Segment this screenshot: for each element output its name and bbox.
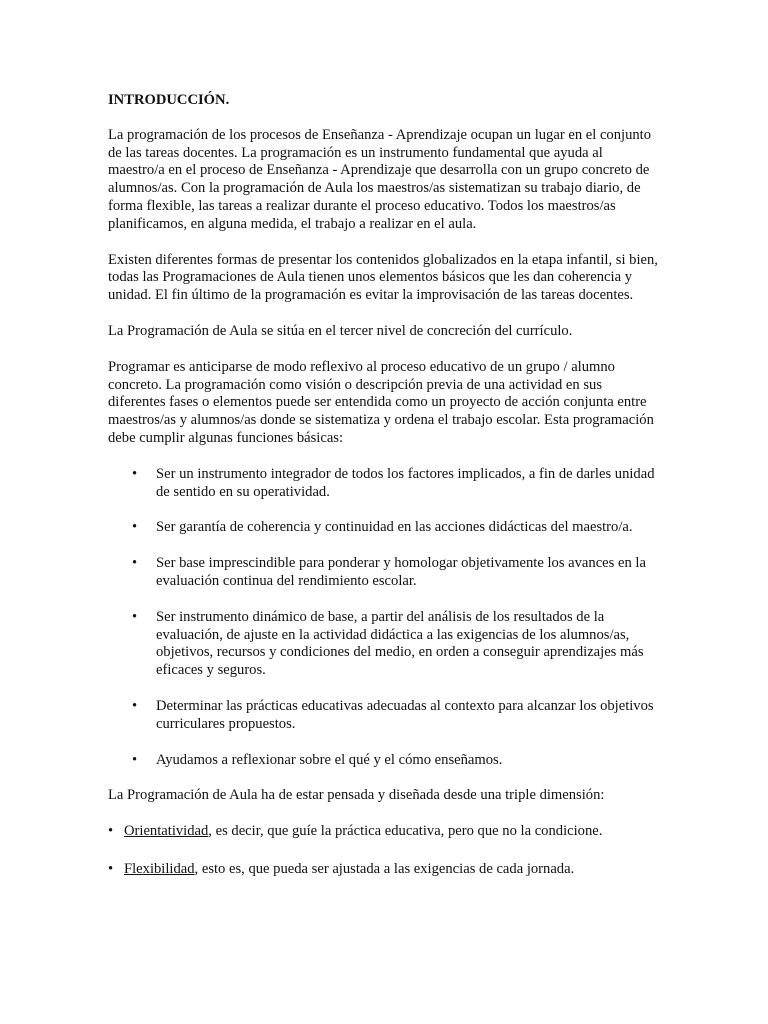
bullet-icon: • [132,608,138,625]
list-item-text: Ser un instrumento integrador de todos los factores implicados, a fin de darles unidad de sentido en su operatividad. [156,465,655,500]
list-item [108,752,660,770]
bullet-icon: • [132,465,138,482]
dimension-term: Flexibilidad [124,860,195,877]
list-item [108,698,660,734]
list-item [108,555,660,591]
bullet-icon: • [108,860,114,877]
bullet-icon: • [132,519,138,536]
intro-paragraph: La programación de los procesos de Enseñanza - Aprendizaje ocupan un lugar en el conjunto de las tareas docentes. La programación es un instrumento fundamental que ayuda al maestro/a en el proceso de Enseñanza - Aprendizaje que desarrolla con un grupo concreto de alumnos/as. Con la programación de Aula los maestros/as sistematizan su trabajo diario, de forma flexible, las tareas a realizar durante el proceso educativo. Todos los maestros/as planificamos, en alguna medida, el trabajo a realizar en el aula. [108,126,652,232]
dimension-intro-paragraph: La Programación de Aula ha de estar pensada y diseñada desde una triple dimensión: [108,787,605,804]
concretion-level-paragraph: La Programación de Aula se sitúa en el tercer nivel de concreción del currículo. [108,322,573,339]
list-item [108,519,660,537]
functions-list [108,466,660,770]
bullet-icon: • [132,751,138,768]
bullet-icon: • [132,555,138,572]
content-forms-paragraph: Existen diferentes formas de presentar los contenidos globalizados en la etapa infantil, si bien, todas las Programaciones de Aula tienen unos elementos básicos que les dan coherencia y unidad. El fin último de la programación es evitar la improvisación de las tareas docentes. [108,251,658,304]
list-item-text: Ayudamos a reflexionar sobre el qué y el cómo enseñamos. [156,751,503,768]
dimension-term: Orientatividad [124,823,209,840]
dimension-description: , esto es, que pueda ser ajustada a las exigencias de cada jornada. [194,860,575,877]
document-body [108,92,660,899]
dimension-item-flexibilidad [108,861,660,879]
bullet-icon: • [132,697,138,714]
list-item [108,466,660,502]
programming-definition-paragraph: Programar es anticiparse de modo reflexivo al proceso educativo de un grupo / alumno concreto. La programación como visión o descripción previa de una actividad en sus diferentes fases o elementos puede ser entendida como un proyecto de acción conjunta entre maestros/as y alumnos/as donde se sistematiza y ordena el trabajo escolar. Esta programación debe cumplir algunas funciones básicas: [108,358,654,446]
list-item-text: Ser instrumento dinámico de base, a partir del análisis de los resultados de la evaluación, de ajuste en la actividad didáctica a las exigencias de los alumnos/as, objetivos, recursos y condiciones del medio, en orden a conseguir aprendizajes más eficaces y seguros. [156,608,644,679]
list-item-text: Ser base imprescindible para ponderar y homologar objetivamente los avances en la evaluación continua del rendimiento escolar. [156,555,646,589]
document-title: INTRODUCCIÓN. [108,92,230,108]
list-item-text: Ser garantía de coherencia y continuidad en las acciones didácticas del maestro/a. [156,519,633,536]
bullet-icon: • [108,823,114,840]
dimension-description: , es decir, que guíe la práctica educativa, pero que no la condicione. [208,823,603,840]
list-item [108,609,660,680]
dimensions-list [108,823,660,879]
dimension-item-orientatividad [108,823,660,841]
list-item-text: Determinar las prácticas educativas adecuadas al contexto para alcanzar los objetivos curriculares propuestos. [156,697,654,732]
